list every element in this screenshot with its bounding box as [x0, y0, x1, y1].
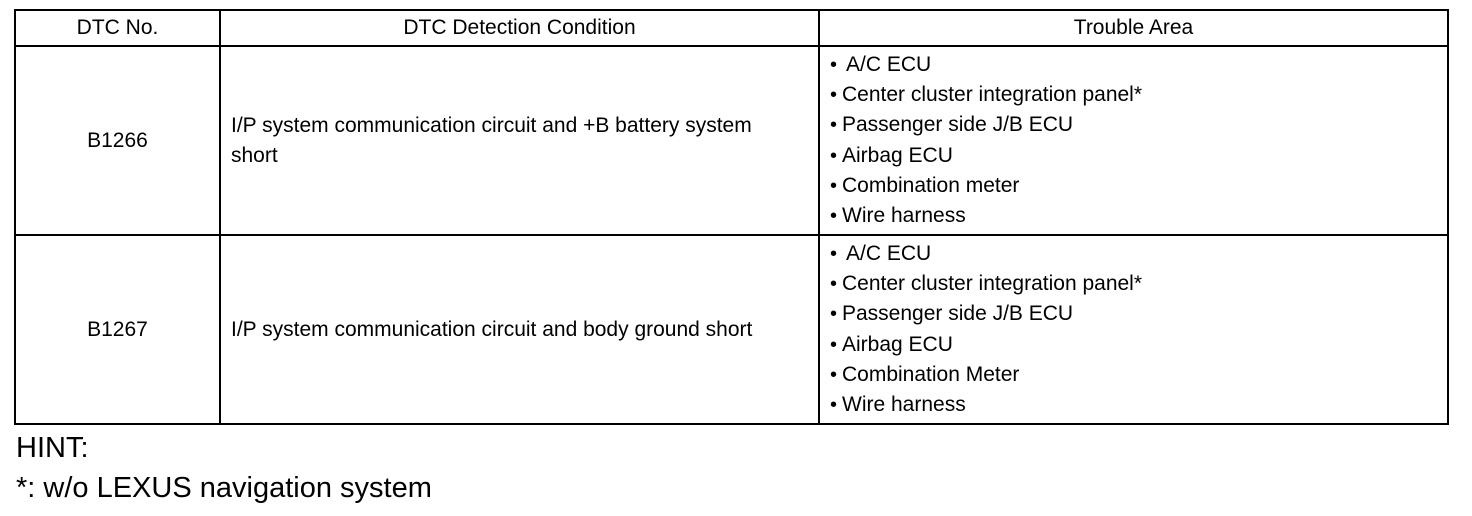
- detection-condition: [220, 235, 819, 424]
- trouble-area-item: Wire harness: [842, 204, 966, 228]
- header-dtc-no: DTC No.: [15, 10, 220, 46]
- condition-text: I/P system communication circuit and body ground short: [231, 317, 753, 341]
- list-item: [830, 239, 1447, 269]
- list-item: [830, 171, 1447, 201]
- condition-text: I/P system communication circuit and +B battery system: [231, 113, 752, 137]
- table-row: [15, 235, 1448, 424]
- list-item: [830, 80, 1447, 110]
- bullet-icon: •: [830, 84, 838, 107]
- dtc-code: B1267: [15, 235, 220, 424]
- trouble-area-item: Wire harness: [842, 393, 966, 417]
- bullet-icon: •: [830, 394, 838, 417]
- list-item: [830, 110, 1447, 140]
- table-header-row: [15, 10, 1448, 46]
- trouble-area-item: Passenger side J/B ECU: [842, 302, 1074, 326]
- trouble-area-cell: [819, 46, 1448, 235]
- bullet-icon: •: [830, 144, 838, 167]
- detection-condition: [220, 46, 819, 235]
- trouble-area-item: A/C ECU: [846, 242, 932, 265]
- list-item: [830, 201, 1447, 231]
- trouble-area-item: Passenger side J/B ECU: [842, 113, 1074, 137]
- hint-title: HINT:: [16, 432, 89, 464]
- bullet-icon: •: [830, 333, 838, 356]
- dtc-code: B1266: [15, 46, 220, 235]
- dtc-table: [14, 9, 1449, 425]
- hint-section: [16, 428, 432, 508]
- hint-note: *: w/o LEXUS navigation system: [16, 472, 432, 504]
- trouble-area-item: A/C ECU: [846, 53, 932, 76]
- list-item: [830, 330, 1447, 360]
- bullet-icon: •: [830, 174, 838, 197]
- bullet-icon: •: [830, 243, 838, 265]
- list-item: [830, 269, 1447, 299]
- bullet-icon: •: [830, 114, 838, 137]
- trouble-area-item: Airbag ECU: [842, 332, 953, 356]
- bullet-icon: •: [830, 205, 838, 228]
- trouble-area-item: Center cluster integration panel*: [842, 272, 1143, 296]
- header-detection-condition: DTC Detection Condition: [220, 10, 819, 46]
- table-row: [15, 46, 1448, 235]
- trouble-area-item: Airbag ECU: [842, 143, 953, 167]
- trouble-area-item: Center cluster integration panel*: [842, 83, 1143, 107]
- bullet-icon: •: [830, 303, 838, 326]
- trouble-area-list: [830, 239, 1447, 420]
- list-item: [830, 390, 1447, 420]
- condition-text-continued: short: [231, 143, 278, 167]
- trouble-area-cell: [819, 235, 1448, 424]
- bullet-icon: •: [830, 54, 838, 76]
- trouble-area-item: Combination meter: [842, 173, 1020, 197]
- list-item: [830, 141, 1447, 171]
- trouble-area-list: [830, 50, 1447, 231]
- list-item: [830, 50, 1447, 80]
- list-item: [830, 299, 1447, 329]
- list-item: [830, 360, 1447, 390]
- bullet-icon: •: [830, 273, 838, 296]
- bullet-icon: •: [830, 363, 838, 386]
- header-trouble-area: Trouble Area: [819, 10, 1448, 46]
- trouble-area-item: Combination Meter: [842, 362, 1020, 386]
